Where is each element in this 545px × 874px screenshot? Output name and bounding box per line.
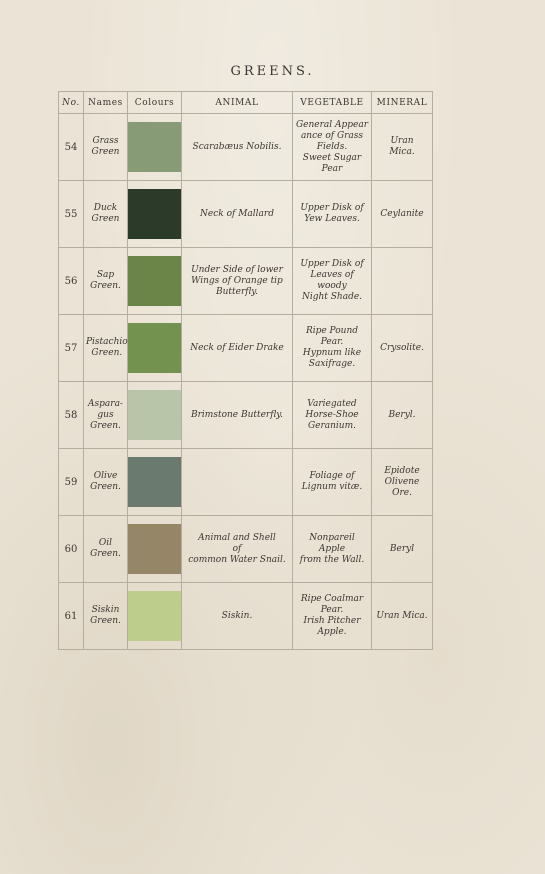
colour-swatch [128,390,181,440]
mineral-example: Uran Mica. [372,114,433,181]
row-number: 60 [59,516,84,583]
header-mineral: MINERAL [372,92,433,114]
colour-name: Aspara- gus Green. [84,382,128,449]
row-number: 58 [59,382,84,449]
colour-swatch-cell [128,516,182,583]
header-no: No. [59,92,84,114]
colour-name: Siskin Green. [84,583,128,650]
colour-name: Duck Green [84,181,128,248]
vegetable-example: Upper Disk of Yew Leaves. [293,181,372,248]
row-number: 59 [59,449,84,516]
vegetable-example: Upper Disk of Leaves of woody Night Shade. [293,248,372,315]
header-vegetable: VEGETABLE [293,92,372,114]
colour-swatch [128,591,181,641]
row-number: 54 [59,114,84,181]
mineral-example: Beryl [372,516,433,583]
colour-swatch-cell [128,181,182,248]
colour-swatch-cell [128,248,182,315]
table-row [59,181,433,248]
colour-swatch [128,122,181,172]
colour-name: Oil Green. [84,516,128,583]
colour-swatch-cell [128,583,182,650]
animal-example: Brimstone Butterfly. [182,382,293,449]
row-number: 57 [59,315,84,382]
vegetable-example: General Appear ance of Grass Fields. Sweet Sugar Pear [293,114,372,181]
mineral-example: Ceylanite [372,181,433,248]
mineral-example: Beryl. [372,382,433,449]
colour-name: Sap Green. [84,248,128,315]
table-row [59,248,433,315]
vegetable-example: Ripe Coalmar Pear. Irish Pitcher Apple. [293,583,372,650]
table-row [59,516,433,583]
vegetable-example: Ripe Pound Pear. Hypnum like Saxifrage. [293,315,372,382]
mineral-example: Uran Mica. [372,583,433,650]
animal-example: Siskin. [182,583,293,650]
table-header-row [59,92,433,114]
colour-swatch-cell [128,382,182,449]
table-row [59,449,433,516]
animal-example [182,449,293,516]
animal-example: Neck of Mallard [182,181,293,248]
table-row [59,315,433,382]
header-names: Names [84,92,128,114]
colour-name: Pistachio Green. [84,315,128,382]
vegetable-example: Nonpareil Apple from the Wall. [293,516,372,583]
mineral-example: Epidote Olivene Ore. [372,449,433,516]
colour-swatch [128,457,181,507]
animal-example: Scarabæus Nobilis. [182,114,293,181]
colour-swatch [128,524,181,574]
vegetable-example: Variegated Horse-Shoe Geranium. [293,382,372,449]
colour-swatch [128,256,181,306]
mineral-example [372,248,433,315]
row-number: 55 [59,181,84,248]
animal-example: Animal and Shell of common Water Snail. [182,516,293,583]
animal-example: Under Side of lower Wings of Orange tip Butterfly. [182,248,293,315]
vegetable-example: Foliage of Lignum vitæ. [293,449,372,516]
colour-swatch-cell [128,315,182,382]
colour-swatch-cell [128,449,182,516]
table-row [59,114,433,181]
table-row [59,382,433,449]
mineral-example: Crysolite. [372,315,433,382]
colour-nomenclature-table [58,91,433,650]
colour-swatch-cell [128,114,182,181]
animal-example: Neck of Eider Drake [182,315,293,382]
row-number: 56 [59,248,84,315]
header-colours: Colours [128,92,182,114]
colour-swatch [128,323,181,373]
colour-name: Olive Green. [84,449,128,516]
page-title: GREENS. [230,64,315,79]
colour-name: Grass Green [84,114,128,181]
header-animal: ANIMAL [182,92,293,114]
table-row [59,583,433,650]
row-number: 61 [59,583,84,650]
colour-swatch [128,189,181,239]
